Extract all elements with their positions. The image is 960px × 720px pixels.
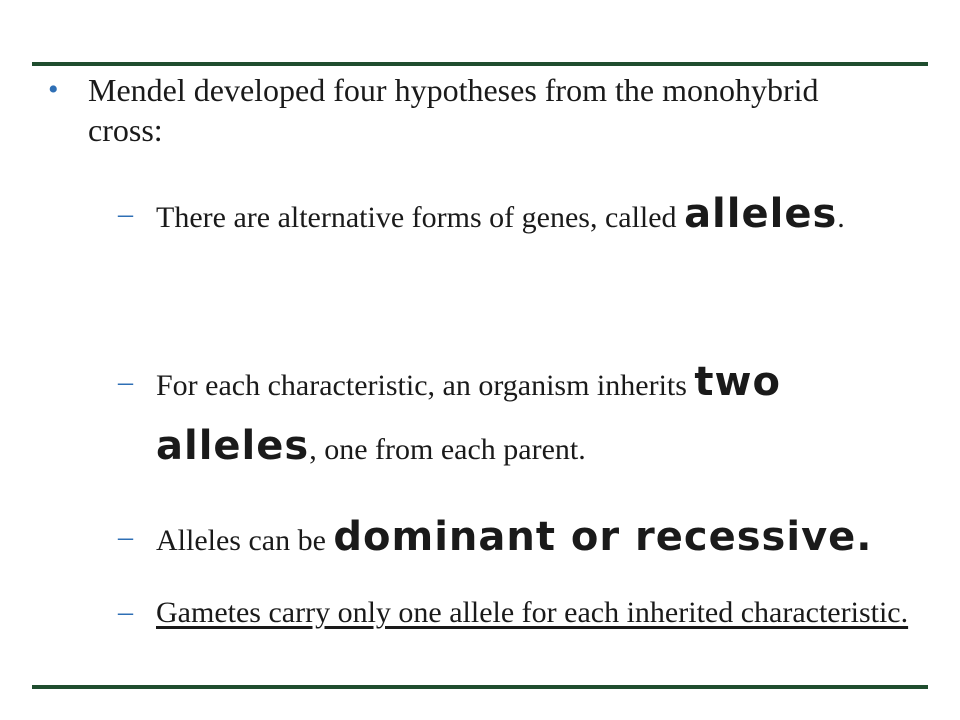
hypothesis-item [118, 190, 918, 247]
hypothesis-text [156, 592, 918, 634]
hypothesis-tail: . [837, 201, 845, 234]
hypothesis-text [156, 512, 918, 566]
hypothesis-item [118, 512, 918, 566]
bottom-divider [32, 685, 928, 689]
hypothesis-emphasis: dominant or recessive. [333, 514, 873, 560]
hypothesis-text [156, 352, 918, 480]
hypothesis-emphasis: alleles [684, 191, 838, 237]
dash-icon: – [118, 365, 133, 398]
bullet-icon: • [48, 73, 59, 106]
hypothesis-lead: For each characteristic, an organism inherits [156, 369, 695, 402]
hypothesis-emphasis: two alleles [156, 359, 781, 469]
hypothesis-item [118, 592, 918, 634]
hypothesis-lead: Alleles can be [156, 524, 334, 557]
hypothesis-text [156, 185, 918, 247]
hypothesis-item [118, 352, 918, 480]
top-divider [32, 62, 928, 66]
hypothesis-lead: There are alternative forms of genes, called [156, 201, 685, 234]
dash-icon: – [118, 520, 133, 553]
hypothesis-tail: , one from each parent. [309, 433, 586, 466]
hypothesis-underlined: Gametes carry only one allele for each inherited characteristic. [156, 596, 909, 629]
dash-icon: – [118, 595, 133, 628]
main-point-text: Mendel developed four hypotheses from the monohybrid cross: [88, 72, 819, 148]
dash-icon: – [118, 197, 133, 230]
main-bullet [48, 70, 908, 150]
